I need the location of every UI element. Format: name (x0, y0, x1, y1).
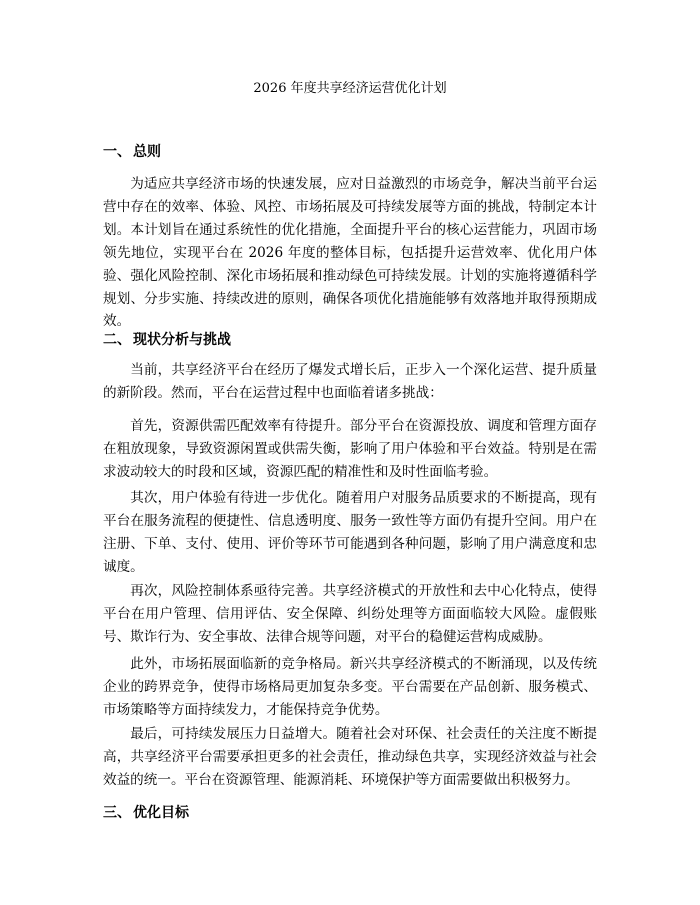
section-title: 优化目标 (133, 805, 189, 821)
paragraph: 当前，共享经济平台在经历了爆发式增长后，正步入一个深化运营、提升质量的新阶段。然而，平台在运营过程中也面临着诸多挑战： (103, 362, 597, 401)
section-title: 现状分析与挑战 (133, 332, 231, 348)
paragraph: 其次，用户体验有待进一步优化。随着用户对服务品质要求的不断提高，现有平台在服务流程的便捷性、信息透明度、服务一致性等方面仍有提升空间。用户在注册、下单、支付、使用、评价等环节可能遇到各种问题，影响了用户满意度和忠诚度。 (103, 490, 597, 575)
paragraph: 首先，资源供需匹配效率有待提升。部分平台在资源投放、调度和管理方面存在粗放现象，导致资源闲置或供需失衡，影响了用户体验和平台效益。特别是在需求波动较大的时段和区域，资源匹配的精准性和及时性面临考验。 (103, 418, 597, 480)
section-heading-goals (103, 803, 189, 823)
section-heading-status (103, 330, 231, 350)
paragraph: 此外，市场拓展面临新的竞争格局。新兴共享经济模式的不断涌现，以及传统企业的跨界竞争，使得市场格局更加复杂多变。平台需要在产品创新、服务模式、市场策略等方面持续发力，才能保持竞争优势。 (103, 656, 597, 718)
section-title: 总则 (133, 144, 161, 160)
section-number: 一、 (103, 144, 131, 160)
paragraph: 最后，可持续发展压力日益增大。随着社会对环保、社会责任的关注度不断提高，共享经济平台需要承担更多的社会责任，推动绿色共享，实现经济效益与社会效益的统一。平台在资源管理、能源消耗、环境保护等方面需要做出积极努力。 (103, 726, 597, 788)
paragraph: 再次，风险控制体系亟待完善。共享经济模式的开放性和去中心化特点，使得平台在用户管理、信用评估、安全保障、纠纷处理等方面面临较大风险。虚假账号、欺诈行为、安全事故、法律合规等问题，对平台的稳健运营构成威胁。 (103, 583, 597, 645)
section-heading-general (103, 142, 161, 162)
section-number: 三、 (103, 805, 131, 821)
paragraph: 为适应共享经济市场的快速发展，应对日益激烈的市场竞争，解决当前平台运营中存在的效率、体验、风控、市场拓展及可持续发展等方面的挑战，特制定本计划。本计划旨在通过系统性的优化措施，全面提升平台的核心运营能力，巩固市场领先地位，实现平台在 2026 年度的整体目标，包括提升运营效率、优化用户体验、强化风险控制、深化市场拓展和推动绿色可持续发展。计划的实施将遵循科学规划、分步实施、持续改进的原则，确保各项优化措施能够有效落地并取得预期成效。 (103, 176, 597, 330)
document-title: 2026 年度共享经济运营优化计划 (253, 81, 447, 96)
section-number: 二、 (103, 332, 131, 348)
